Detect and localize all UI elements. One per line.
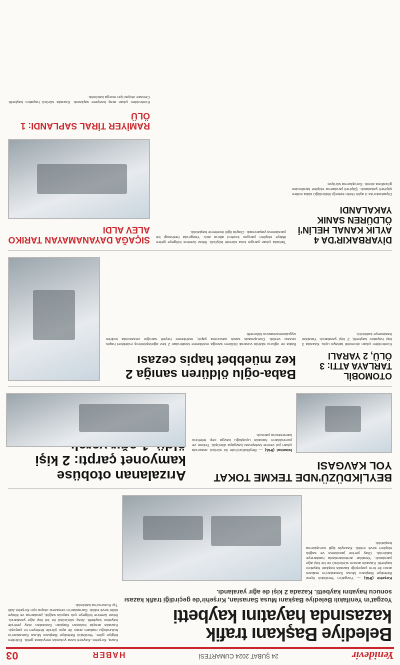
story1-text-col2: Kaza, Kırşehir–Kayseri kara yolunda meydana geldi. Edinilen bilgiye göre, Yenifakılı Belediye Başkanı Musa Sarıaslan'ın bulunduğu makam aracı ile aynı yönde ilerleyen tır çarpıştı. Kazada araçta bulunan Başkan Sarıaslan olay yerinde hayatını kaybetti. Araç sürücüsü ile bir kişi ağır yaralandı. İhbar üzerine bölgeye çok sayıda sağlık, jandarma ve itfaiye ekibi sevk edildi. Sarıaslan'ın cenazesi otopsi için Kırşehir Adli Tıp Kurumu'na kaldırıldı. (8, 603, 118, 643)
story3-headline: BEYLİKDÜZÜ'NDE TEKME TOKAT YOL KAVGASI (213, 459, 392, 483)
story5-headline: Baba-oğlu öldüren sanığa 2 kez müebbet hapis cezası (125, 353, 296, 382)
story3-photo (296, 393, 392, 453)
story8-text: Kontrolden çıkan araç bariyere saplandı. Kazada sürücü hayatını kaybetti. Cenaze otopsi için morga kaldırıldı. (8, 95, 150, 105)
story1-photo (122, 495, 302, 581)
story6-text: Diyarbakır'da 4 aylık Helin bebeği öldürdüğü iddia edilen şüpheli yakalandı. Şüpheli jandarma ekipleri tarafından gözaltına alındı. Soruşturma sürüyor. (292, 182, 392, 197)
masthead (6, 647, 394, 661)
story3-text: İstanbul (İHA) — Beylikdüzü'nde iki sürücü arasında çıkan yol verme tartışması kavgaya dönüştü. Tekme ve yumrukların havada uçuştuğu kavga cep telefonu kamerasına yansıdı. (192, 433, 292, 453)
story4-text: Kontrolden çıkan otomobil tarlaya uçtu. Kazada 3 kişi hayatını kaybetti, 2 kişi yaralandı. Yaralılar hastaneye kaldırıldı. (302, 332, 392, 347)
story7-headline: SIÇAĞA DAYANAMAYAN TARIKO ALEV ALDI (8, 225, 150, 245)
logo: Yenidevir (351, 649, 394, 661)
story2-headline: Arızalanan otobüse kamyonet çarptı: 2 kişi (35, 453, 186, 484)
story5-photo (8, 257, 100, 381)
main-subhead: Yozgat'ın Yenifakılı Belediye Başkanı Musa Sarıaslan, Kırşehir'de geçirdiği trafik kazası sonucu hayatını kaybetti. Kazada 2 kişi de ağır yaralandı. (124, 588, 392, 603)
issue-date: 24 ŞUBAT 2024 CUMARTESİ (198, 652, 279, 658)
section-label: HABER (91, 650, 126, 660)
story4-headline: OTOMOBİL TARLAYA ATTI: 3 ÖLÜ, 2 YARALI (319, 351, 392, 381)
page-number: 03 (6, 649, 19, 661)
story7-photo (8, 139, 150, 219)
story5-text: Baba ve oğlunu silahla vurarak öldüren sanığa mahkeme tarafından 2 kez ağırlaştırılmış müebbet hapis cezası verildi. Duruşmada sanık savunma yaptı; mahkeme heyeti sanığın cezasında indirim uygulanmamasına hükmetti. (106, 332, 296, 347)
main-headline: Belediye Başkanı trafik kazasında hayatını kaybetti (173, 606, 392, 644)
story8-headline: RAMİYER TİRAL SAPLANDI: 1 ÖLÜ (20, 111, 150, 131)
story2-photo (6, 393, 186, 447)
story6-headline: DİYARBAKIR'DA 4 AYLIK KANAL HELİN'İ ÖLDÜREN SANIK YAKALANDI (297, 205, 392, 245)
story7-text: Tarlada çıkan yangın kısa sürede büyüdü. İhbar üzerine bölgeye gelen itfaiye ekipleri yangını kontrol altına aldı. Yangında herhangi bir yaralanma yaşanmadı. Olayla ilgili inceleme başlatıldı. (156, 230, 286, 245)
story1-text-col1: Kırşehir (İHA) — Yozgat'ın Yenifakılı ilçesi Belediye Başkanı Musa Sarıaslan'ın makam aracı ile tırın çarpıştığı kazada başkan hayatını kaybetti. Kazada aracın sürücüsü ve bir kişi ağır yaralandı. Yaralılar ambulanslarla hastaneye kaldırıldı. Olay yerine jandarma ve sağlık ekipleri sevk edildi. Kazayla ilgili soruşturma başlatıldı. (306, 541, 392, 581)
